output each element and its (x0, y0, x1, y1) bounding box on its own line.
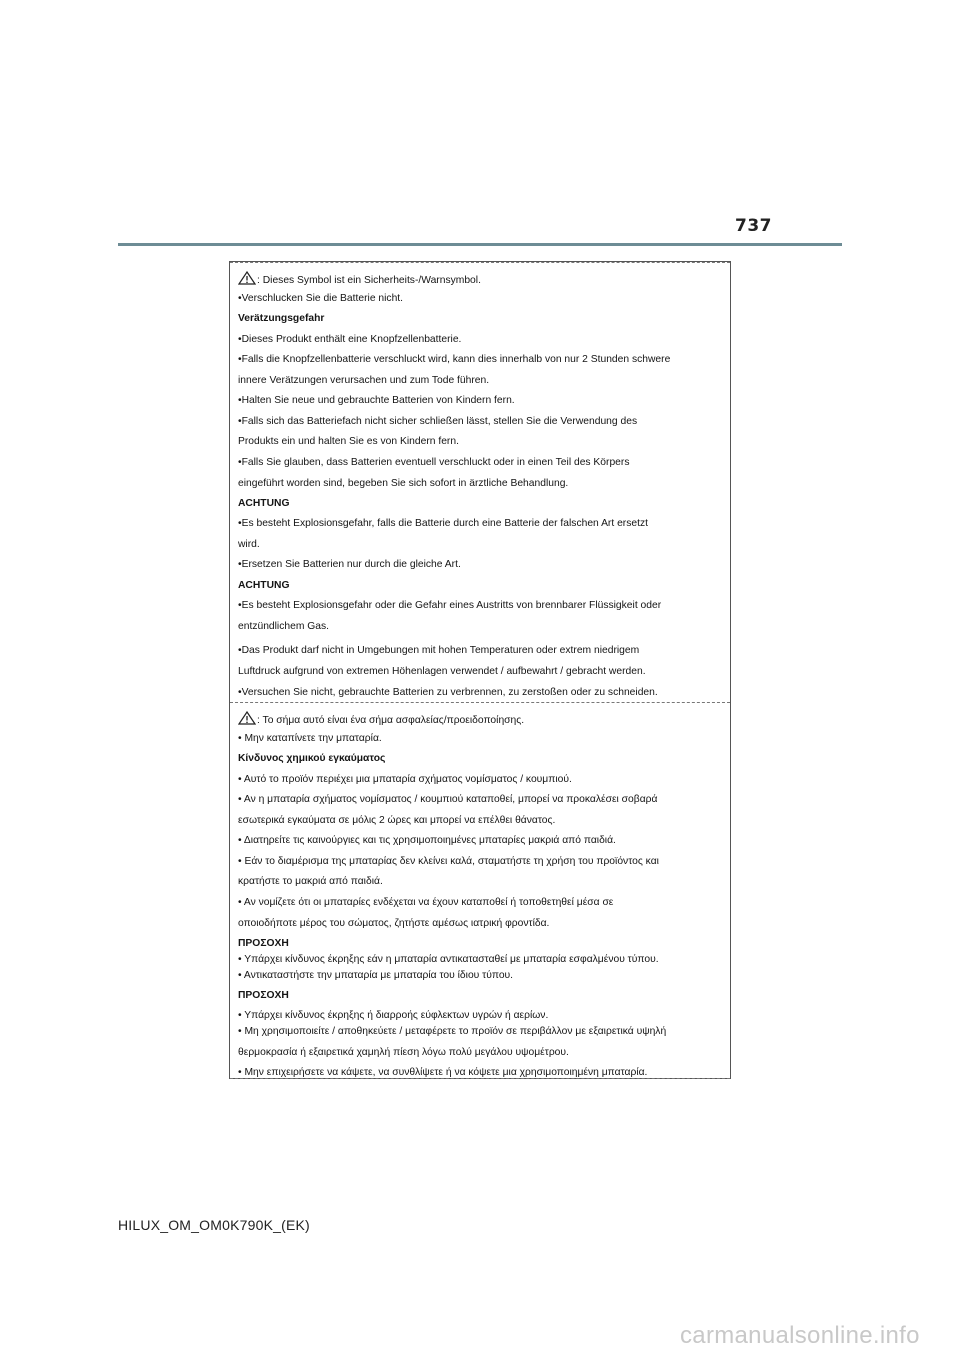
notice-line (238, 435, 726, 448)
notice-line-text: •Ersetzen Sie Batterien nur durch die gleiche Art. (238, 559, 461, 570)
notice-line-text: θερμοκρασία ή εξαιρετικά χαμηλή πίεση λόγω πολύ μεγάλου υψομέτρου. (238, 1047, 569, 1058)
notice-line-text: • Υπάρχει κίνδυνος έκρηξης εάν η μπαταρία αντικατασταθεί με μπαταρία εσφαλμένου τύπου. (238, 954, 659, 965)
notice-line-text: •Falls sich das Batteriefach nicht sicher schließen lässt, stellen Sie die Verwendung des (238, 416, 638, 427)
notice-line (238, 394, 726, 407)
notice-line (238, 456, 726, 469)
notice-line (238, 620, 726, 633)
notice-heading (238, 579, 726, 592)
notice-line-text: •Halten Sie neue und gebrauchte Batterien von Kindern fern. (238, 395, 515, 406)
notice-line (238, 686, 726, 699)
notice-line-text: •Versuchen Sie nicht, gebrauchte Batterien zu verbrennen, zu zerstoßen oder zu schneiden. (238, 687, 658, 698)
notice-section-greek (230, 702, 730, 1079)
notice-heading (238, 312, 726, 325)
notice-line (238, 271, 726, 287)
notice-line (238, 558, 726, 571)
notice-line (238, 415, 726, 428)
notice-line-text: eingeführt worden sind, begeben Sie sich sofort in ärztliche Behandlung. (238, 478, 569, 489)
notice-line-text: innere Verätzungen verursachen und zum Tode führen. (238, 375, 490, 386)
battery-warning-notice (229, 261, 731, 1079)
notice-line-text: • Υπάρχει κίνδυνος έκρηξης ή διαρροής εύφλεκτων υγρών ή αερίων. (238, 1010, 549, 1021)
notice-line-text: • Αντικαταστήστε την μπαταρία με μπαταρία του ίδιου τύπου. (238, 970, 514, 981)
notice-line-text: εσωτερικά εγκαύματα σε μόλις 2 ώρες και μπορεί να επέλθει θάνατος. (238, 815, 556, 826)
notice-line-text: •Das Produkt darf nicht in Umgebungen mit hohen Temperaturen oder extrem niedrigem (238, 645, 640, 656)
notice-line-text: •Dieses Produkt enthält eine Knopfzellenbatterie. (238, 334, 462, 345)
header-rule (118, 243, 842, 246)
notice-line (238, 875, 726, 888)
notice-line (238, 477, 726, 490)
notice-line-text: • Μην καταπίνετε την μπαταρία. (238, 733, 382, 744)
warning-triangle-icon (238, 271, 256, 285)
notice-line-text: •Es besteht Explosionsgefahr, falls die Batterie durch eine Batterie der falschen Art ersetzt (238, 518, 648, 529)
notice-line-text: ΠΡΟΣΟΧΗ (238, 990, 289, 1001)
notice-line (238, 773, 726, 786)
notice-heading (238, 497, 726, 510)
notice-line (238, 353, 726, 366)
notice-line (238, 896, 726, 909)
notice-line-text: •Es besteht Explosionsgefahr oder die Gefahr eines Austritts von brennbarer Flüssigkeit oder (238, 600, 662, 611)
notice-line (238, 374, 726, 387)
notice-line-text: • Αν η μπαταρία σχήματος νομίσματος / κουμπιού καταποθεί, μπορεί να προκαλέσει σοβαρά (238, 794, 658, 805)
notice-line (238, 333, 726, 346)
notice-line (238, 917, 726, 930)
notice-line-text: Κίνδυνος χημικού εγκαύματος (238, 753, 386, 764)
notice-line (238, 969, 726, 982)
notice-line (238, 855, 726, 868)
notice-line-text: wird. (238, 539, 260, 550)
notice-line-text: •Falls die Knopfzellenbatterie verschluckt wird, kann dies innerhalb von nur 2 Stunden schwere (238, 354, 671, 365)
notice-line (238, 1009, 726, 1022)
notice-line (238, 814, 726, 827)
notice-line (238, 538, 726, 551)
notice-line-text: : Dieses Symbol ist ein Sicherheits-/Warnsymbol. (257, 275, 481, 286)
notice-line-text: ACHTUNG (238, 498, 290, 509)
watermark-text: carmanualsonline.info (680, 1322, 920, 1349)
warning-triangle-icon (238, 711, 256, 725)
notice-line-text: • Μη χρησιμοποιείτε / αποθηκεύετε / μεταφέρετε το προϊόν σε περιβάλλον με εξαιρετικά υψηλή (238, 1026, 667, 1037)
notice-line-text: οποιοδήποτε μέρος του σώματος, ζητήστε αμέσως ιατρική φροντίδα. (238, 918, 550, 929)
notice-heading (238, 989, 726, 1002)
notice-line-text: : Το σήμα αυτό είναι ένα σήμα ασφαλείας/προειδοποίησης. (257, 715, 525, 726)
notice-heading (238, 937, 726, 950)
notice-section-german (230, 262, 730, 703)
notice-line (238, 644, 726, 657)
notice-line (238, 1046, 726, 1059)
notice-line-text: Verätzungsgefahr (238, 313, 325, 324)
notice-line-text: • Αυτό το προϊόν περιέχει μια μπαταρία σχήματος νομίσματος / κουμπιού. (238, 774, 572, 785)
notice-line-text: Produkts ein und halten Sie es von Kindern fern. (238, 436, 459, 447)
notice-line (238, 711, 726, 727)
notice-line (238, 834, 726, 847)
notice-heading (238, 752, 726, 765)
notice-line-text: • Μην επιχειρήσετε να κάψετε, να συνθλίψετε ή να κόψετε μια χρησιμοποιημένη μπαταρία. (238, 1067, 648, 1078)
notice-line-text: ACHTUNG (238, 580, 290, 591)
notice-line-text: entzündlichem Gas. (238, 621, 330, 632)
notice-line (238, 793, 726, 806)
notice-line-text: • Διατηρείτε τις καινούργιες και τις χρησιμοποιημένες μπαταρίες μακριά από παιδιά. (238, 835, 616, 846)
document-code: HILUX_OM_OM0K790K_(EK) (118, 1217, 310, 1233)
page-number: 737 (735, 216, 772, 236)
notice-line (238, 665, 726, 678)
notice-line-text: ΠΡΟΣΟΧΗ (238, 938, 289, 949)
notice-line-text: •Falls Sie glauben, dass Batterien eventuell verschluckt oder in einen Teil des Körpers (238, 457, 630, 468)
notice-line (238, 1025, 726, 1038)
notice-line-text: •Verschlucken Sie die Batterie nicht. (238, 293, 404, 304)
notice-line (238, 517, 726, 530)
notice-line (238, 599, 726, 612)
notice-line-text: • Αν νομίζετε ότι οι μπαταρίες ενδέχεται να έχουν καταποθεί ή τοποθετηθεί μέσα σε (238, 897, 614, 908)
notice-line-text: κρατήστε το μακριά από παιδιά. (238, 876, 383, 887)
notice-line (238, 1066, 726, 1079)
notice-line (238, 732, 726, 745)
notice-line (238, 953, 726, 966)
notice-line (238, 292, 726, 305)
notice-line-text: Luftdruck aufgrund von extremen Höhenlagen verwendet / aufbewahrt / gebracht werden. (238, 666, 646, 677)
notice-line-text: • Εάν το διαμέρισμα της μπαταρίας δεν κλείνει καλά, σταματήστε τη χρήση του προϊόντος και (238, 856, 659, 867)
